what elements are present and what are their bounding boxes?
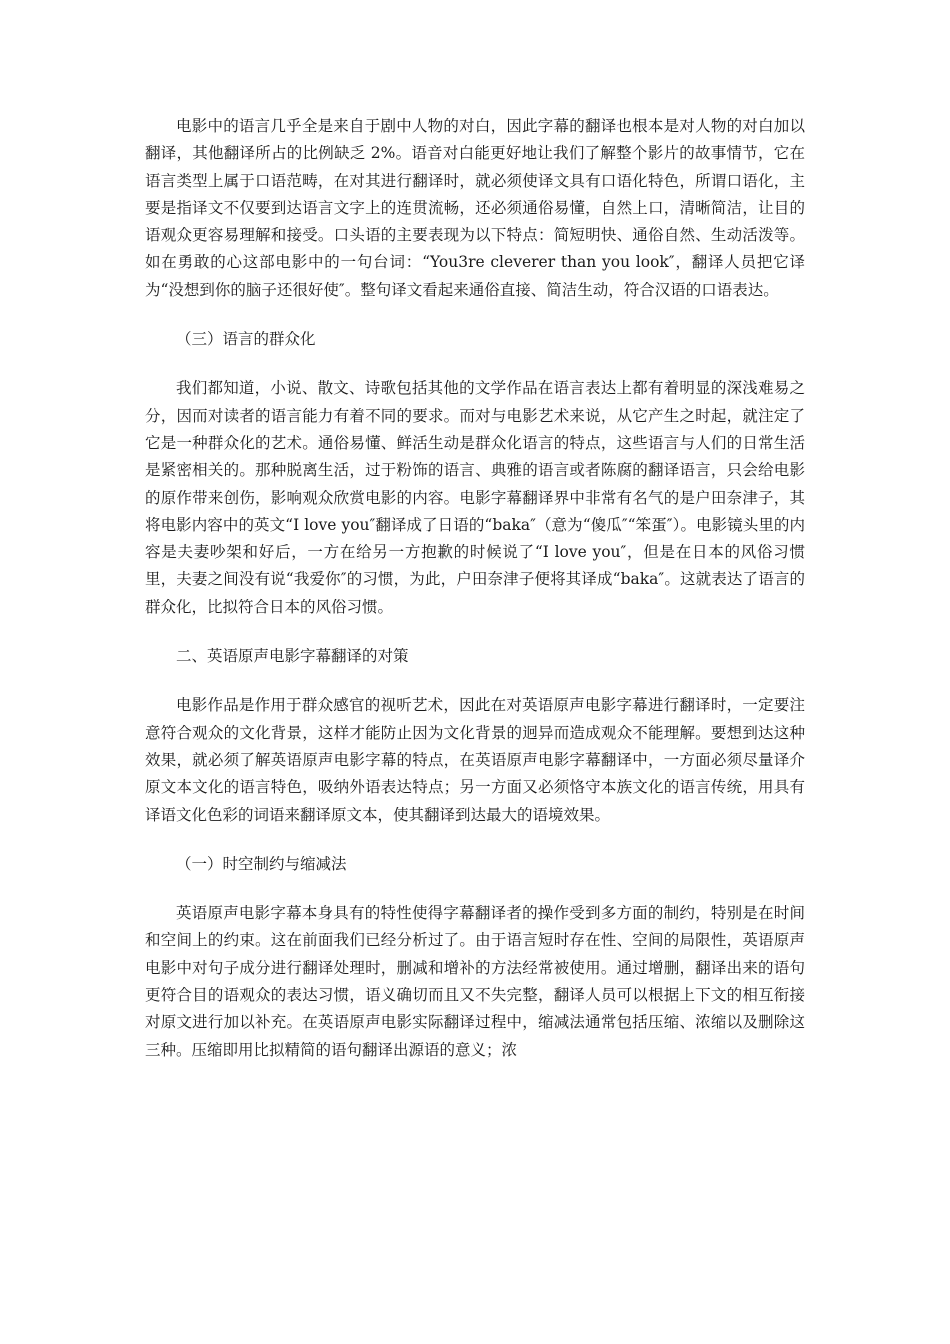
- document-body: [145, 113, 805, 1086]
- paragraph-popularization: 我们都知道，小说、散文、诗歌包括其他的文学作品在语言表达上都有着明显的深浅难易之分，因而对读者的语言能力有着不同的要求。而对与电影艺术来说，从它产生之时起，就注定了它是一种群众化的艺术。通俗易懂、鲜活生动是群众化语言的特点，这些语言与人们的日常生活是紧密相关的。那种脱离生活，过于粉饰的语言、典雅的语言或者陈腐的翻译语言，只会给电影的原作带来创伤，影响观众欣赏电影的内容。电影字幕翻译界中非常有名气的是户田奈津子，其将电影内容中的英文“I love you″翻译成了日语的“baka″（意为“傻瓜″“笨蛋″）。电影镜头里的内容是夫妻吵架和好后，一方在给另一方抱歉的时候说了“I love you″，但是在日本的风俗习惯里，夫妻之间没有说“我爱你″的习惯，为此，户田奈津子便将其译成“baka″。这就表达了语言的群众化，比拟符合日本的风俗习惯。: [145, 379, 805, 616]
- section-heading-reduction: （一）时空制约与缩减法: [176, 854, 347, 873]
- section-heading-popularization: （三）语言的群众化: [176, 330, 316, 349]
- paragraph-reduction: 英语原声电影字幕本身具有的特性使得字幕翻译者的操作受到多方面的制约，特别是在时间和空间上的约束。这在前面我们已经分析过了。由于语言短时存在性、空间的局限性，英语原声电影中对句子成分进行翻译处理时，删减和增补的方法经常被使用。通过增删，翻译出来的语句更符合目的语观众的表达习惯，语义确切而且又不失完整，翻译人员可以根据上下文的相互衔接对原文进行加以补充。在英语原声电影实际翻译过程中，缩减法通常包括压缩、浓缩以及删除这三种。压缩即用比拟精简的语句翻译出源语的意义；浓: [145, 904, 805, 1059]
- paragraph-strategies: 电影作品是作用于群众感官的视听艺术，因此在对英语原声电影字幕进行翻译时，一定要注意符合观众的文化背景，这样才能防止因为文化背景的迥异而造成观众不能理解。要想到达这种效果，就必须了解英语原声电影字幕的特点，在英语原声电影字幕翻译中，一方面必须尽量译介原文本文化的语言特色，吸纳外语表达特点；另一方面又必须恪守本族文化的语言传统，用具有译语文化色彩的词语来翻译原文本，使其翻译到达最大的语境效果。: [145, 696, 805, 824]
- paragraph-dialogue-colloquial: 电影中的语言几乎全是来自于剧中人物的对白，因此字幕的翻译也根本是对人物的对白加以翻译，其他翻译所占的比例缺乏 2%。语音对白能更好地让我们了解整个影片的故事情节，它在语言类型上属于口语范畴，在对其进行翻译时，就必须使译文具有口语化特色，所谓口语化，主要是指译文不仅要到达语言文字上的连贯流畅，还必须通俗易懂，自然上口，清晰简洁，让目的语观众更容易理解和接受。口头语的主要表现为以下特点：简短明快、通俗自然、生动活泼等。如在勇敢的心这部电影中的一句台词：“You3re cleverer than you look″，翻译人员把它译为“没想到你的脑子还很好使″。整句译文看起来通俗直接、简洁生动，符合汉语的口语表达。: [145, 117, 805, 299]
- section-heading-strategies: 二、英语原声电影字幕翻译的对策: [176, 647, 409, 666]
